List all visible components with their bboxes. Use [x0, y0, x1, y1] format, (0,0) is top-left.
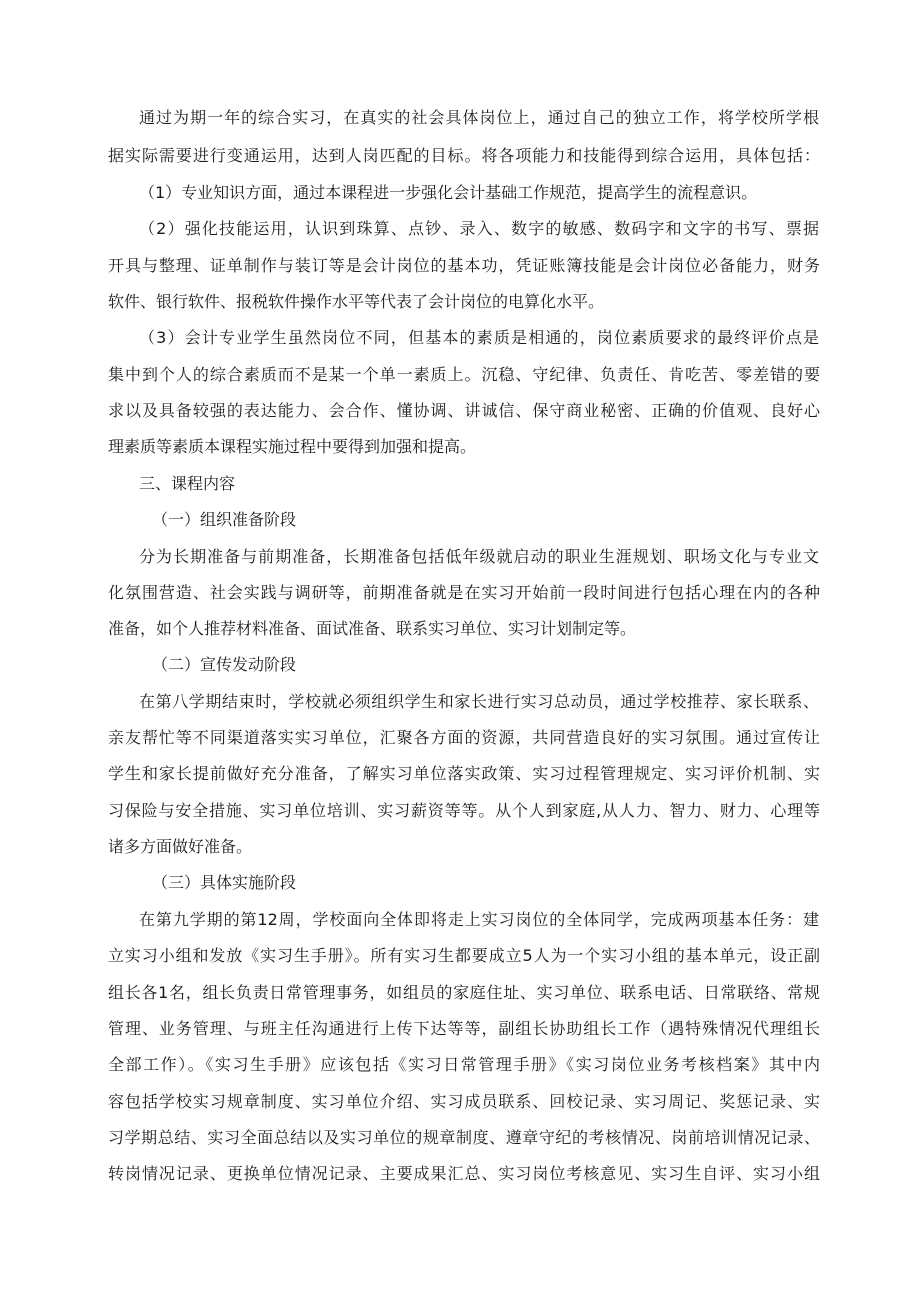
stage-3-line-2: 立实习小组和发放《实习生手册》。所有实习生都要成立5人为一个实习小组的基本单元，设正副: [108, 946, 820, 965]
item-2-line-1: （2）强化技能运用，认识到珠算、点钞、录入、数字的敏感、数码字和文字的书写、票据: [139, 219, 819, 238]
stage-2-line-4: 习保险与安全措施、实习单位培训、实习薪资等等。从个人到家庭,从人力、智力、财力、心理等: [108, 801, 820, 820]
stage-3-title: （三）具体实施阶段: [152, 873, 297, 892]
stage-1-title: （一）组织准备阶段: [152, 510, 297, 529]
stage-2-line-2: 亲友帮忙等不同渠道落实实习单位，汇聚各方面的资源，共同营造良好的实习氛围。通过宣传让: [108, 728, 820, 747]
stage-2-line-1: 在第八学期结束时，学校就必须组织学生和家长进行实习总动员，通过学校推荐、家长联系、: [139, 692, 819, 711]
item-3-line-4: 理素质等素质本课程实施过程中要得到加强和提高。: [108, 437, 477, 456]
stage-3-line-1: 在第九学期的第12周，学校面向全体即将走上实习岗位的全体同学，完成两项基本任务：建: [139, 910, 819, 929]
stage-3-line-3: 组长各1名，组长负责日常管理事务，如组员的家庭住址、实习单位、联系电话、日常联络、常规: [108, 983, 820, 1002]
stage-3-line-6: 容包括学校实习规章制度、实习单位介绍、实习成员联系、回校记录、实习周记、奖惩记录、实: [108, 1092, 820, 1111]
stage-1-line-1: 分为长期准备与前期准备，长期准备包括低年级就启动的职业生涯规划、职场文化与专业文: [139, 547, 819, 566]
stage-3-line-8: 转岗情况记录、更换单位情况记录、主要成果汇总、实习岗位考核意见、实习生自评、实习小组: [108, 1164, 820, 1183]
item-2-line-2: 开具与整理、证单制作与装订等是会计岗位的基本功，凭证账簿技能是会计岗位必备能力，财务: [108, 256, 820, 275]
stage-2-line-5: 诸多方面做好准备。: [108, 837, 253, 856]
item-3-line-3: 求以及具备较强的表达能力、会合作、懂协调、讲诚信、保守商业秘密、正确的价值观、良好心: [108, 401, 820, 420]
item-3-line-1: （3）会计专业学生虽然岗位不同，但基本的素质是相通的，岗位素质要求的最终评价点是: [139, 328, 819, 347]
stage-2-line-3: 学生和家长提前做好充分准备，了解实习单位落实政策、实习过程管理规定、实习评价机制、实: [108, 764, 820, 783]
item-1-line-1: （1）专业知识方面，通过本课程进一步强化会计基础工作规范，提高学生的流程意识。: [139, 183, 758, 202]
stage-2-title: （二）宣传发动阶段: [152, 655, 297, 674]
section-3-title: 三、课程内容: [139, 474, 236, 493]
stage-1-line-2: 化氛围营造、社会实践与调研等，前期准备就是在实习开始前一段时间进行包括心理在内的各种: [108, 583, 820, 602]
stage-3-line-5: 全部工作）。《实习生手册》应该包括《实习日常管理手册》《实习岗位业务考核档案》其中内: [108, 1055, 820, 1074]
item-2-line-3: 软件、银行软件、报税软件操作水平等代表了会计岗位的电算化水平。: [108, 292, 605, 311]
intro-line-1: 通过为期一年的综合实习，在真实的社会具体岗位上，通过自己的独立工作，将学校所学根: [139, 108, 819, 127]
stage-3-line-4: 管理、业务管理、与班主任沟通进行上传下达等等，副组长协助组长工作（遇特殊情况代理组长: [108, 1019, 820, 1038]
stage-1-line-3: 准备，如个人推荐材料准备、面试准备、联系实习单位、实习计划制定等。: [108, 619, 637, 638]
item-3-line-2: 集中到个人的综合素质而不是某一个单一素质上。沉稳、守纪律、负责任、肯吃苦、零差错的要: [108, 365, 820, 384]
intro-line-2: 据实际需要进行变通运用，达到人岗匹配的目标。将各项能力和技能得到综合运用，具体包括：: [108, 146, 820, 165]
stage-3-line-7: 习学期总结、实习全面总结以及实习单位的规章制度、遵章守纪的考核情况、岗前培训情况记录、: [108, 1128, 820, 1147]
